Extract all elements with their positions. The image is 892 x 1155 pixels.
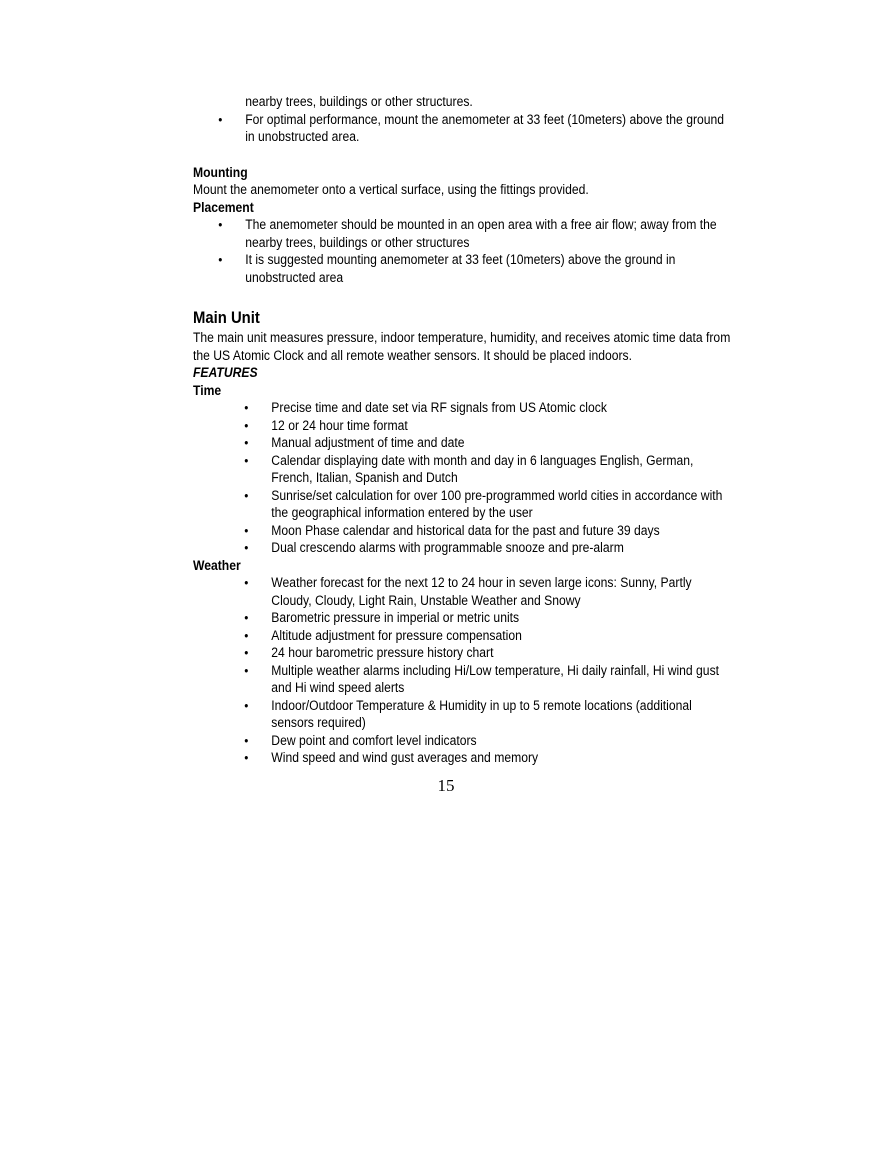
list-item: • 24 hour barometric pressure history chart (244, 645, 494, 660)
list-item: • Altitude adjustment for pressure compensation (244, 627, 522, 643)
list-item: • Calendar displaying date with month and day in 6 languages English, German, French, Italian, Spanish and Dutch (244, 452, 694, 485)
page-content (193, 93, 733, 767)
time-heading: Time (193, 382, 222, 398)
list-item: • For optimal performance, mount the anemometer at 33 feet (10meters) above the ground in unobstructed area. (218, 111, 725, 144)
time-bullet-list (193, 399, 733, 557)
list-item: • Weather forecast for the next 12 to 24 hour in seven large icons: Sunny, Partly Cloudy, Cloudy, Light Rain, Unstable Weather and Snowy (244, 575, 692, 608)
features-label: FEATURES (193, 365, 258, 380)
list-item: • 12 or 24 hour time format (244, 417, 408, 433)
mounting-heading: Mounting (193, 164, 248, 180)
main-unit-description: The main unit measures pressure, indoor temperature, humidity, and receives atomic time data from the US Atomic Clock and all remote weather sensors. It should be placed indoors. (193, 330, 731, 363)
list-item: • Indoor/Outdoor Temperature & Humidity in up to 5 remote locations (additional sensors required) (244, 697, 692, 730)
bullet-glyph: • (218, 111, 223, 127)
top-bullet-list (193, 111, 733, 146)
weather-heading: Weather (193, 557, 241, 573)
list-item: • It is suggested mounting anemometer at 33 feet (10meters) above the ground in unobstructed area (218, 252, 676, 285)
list-item: • Barometric pressure in imperial or metric units (244, 610, 520, 625)
list-item: • Dual crescendo alarms with programmable snooze and pre-alarm (244, 540, 624, 555)
list-item: • Moon Phase calendar and historical data for the past and future 39 days (244, 522, 660, 538)
list-item: • Precise time and date set via RF signals from US Atomic clock (244, 400, 607, 415)
list-item: • Dew point and comfort level indicators (244, 732, 477, 748)
continuation-text: nearby trees, buildings or other structures. (245, 94, 473, 109)
list-item: • Wind speed and wind gust averages and memory (244, 750, 539, 765)
list-item: • Manual adjustment of time and date (244, 435, 465, 450)
placement-bullet-list (193, 216, 733, 286)
placement-heading: Placement (193, 199, 254, 215)
list-item: • The anemometer should be mounted in an open area with a free air flow; away from the nearby trees, buildings or other structures (218, 217, 717, 250)
list-item: • Multiple weather alarms including Hi/Low temperature, Hi daily rainfall, Hi wind gust and Hi wind speed alerts (244, 662, 720, 695)
list-item: • Sunrise/set calculation for over 100 pre-programmed world cities in accordance with the geographical information entered by the user (244, 487, 723, 520)
main-unit-title: Main Unit (193, 309, 260, 327)
weather-bullet-list (193, 574, 733, 767)
mounting-text: Mount the anemometer onto a vertical surface, using the fittings provided. (193, 182, 589, 197)
page-number: 15 (437, 776, 455, 795)
